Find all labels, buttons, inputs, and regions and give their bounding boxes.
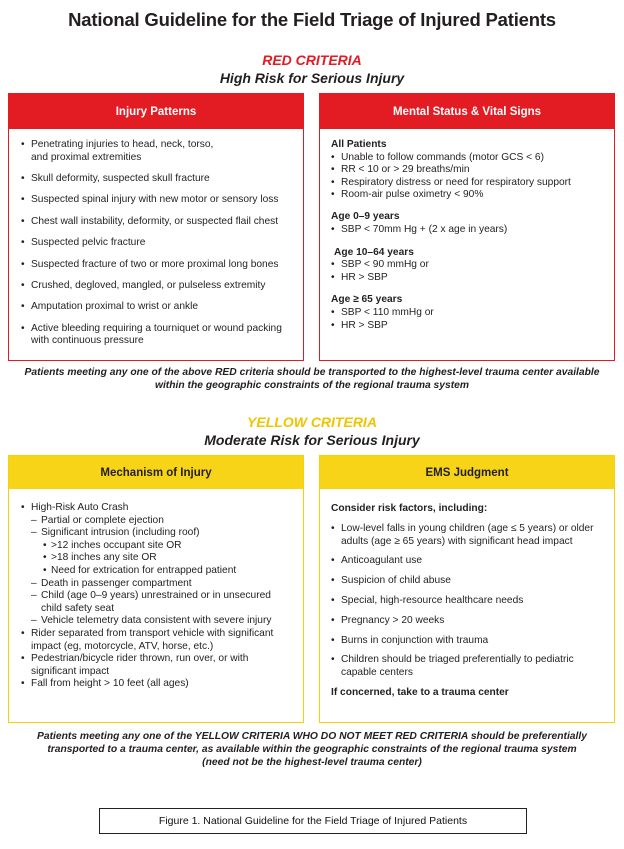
red-note-line: Patients meeting any one of the above RED criteria should be transported to the highest-level trauma center available [24, 367, 600, 378]
yellow-criteria-subheading: Moderate Risk for Serious Injury [204, 432, 420, 448]
injury-pattern-text: • Crushed, degloved, mangled, or pulseless extremity [31, 279, 266, 291]
ems-item [331, 615, 606, 628]
injury-pattern-text: • Suspected pelvic fracture [31, 237, 146, 249]
injury-pattern-text: • Skull deformity, suspected skull fracture [31, 172, 210, 184]
ems-item-text: • Children should be triaged preferentially to pediatric [341, 654, 574, 666]
vitals-group-label: Age 10–64 years [334, 246, 414, 258]
vitals-group [331, 139, 606, 202]
mental-vitals-box [319, 93, 615, 361]
figure-caption: Figure 1. National Guideline for the Field Triage of Injured Patients [99, 808, 527, 834]
mechanism-header: Mechanism of Injury [9, 456, 303, 489]
ems-item-text: • Special, high-resource healthcare needs [341, 595, 524, 607]
ems-item-text: • Burns in conjunction with trauma [341, 634, 489, 646]
vitals-group [331, 294, 606, 332]
injury-pattern-text: and proximal extremities [31, 151, 142, 163]
mechanism-line: • Rider separated from transport vehicle with significant [21, 628, 295, 641]
vitals-item: • Unable to follow commands (motor GCS < 6) [331, 152, 606, 165]
ems-item [331, 575, 606, 588]
red-criteria-note [0, 366, 624, 392]
mechanism-line: – Significant intrusion (including roof) [21, 527, 295, 540]
injury-pattern-text: • Amputation proximal to wrist or ankle [31, 301, 199, 313]
vitals-group-label: Age ≥ 65 years [331, 294, 403, 306]
injury-pattern-item [21, 173, 293, 186]
mechanism-line: – Child (age 0–9 years) unrestrained or in unsecured [21, 590, 295, 603]
mental-vitals-header: Mental Status & Vital Signs [320, 94, 614, 129]
injury-pattern-item [21, 301, 293, 314]
mechanism-line: – Death in passenger compartment [21, 578, 295, 591]
injury-pattern-item [21, 216, 293, 229]
mechanism-line: • >18 inches any site OR [21, 552, 295, 565]
injury-pattern-item [21, 139, 293, 164]
vitals-group-label: All Patients [331, 139, 387, 150]
vitals-item: • SBP < 110 mmHg or [331, 307, 606, 320]
red-criteria-subheading: High Risk for Serious Injury [219, 70, 405, 86]
mechanism-line: • Fall from height > 10 feet (all ages) [21, 678, 295, 691]
injury-pattern-item [21, 280, 293, 293]
injury-pattern-item [21, 194, 293, 207]
yellow-note-line: Patients meeting any one of the YELLOW CRITERIA WHO DO NOT MEET RED CRITERIA should be preferentially [37, 731, 587, 742]
ems-item-text: capable centers [341, 666, 413, 678]
injury-pattern-text: • Penetrating injuries to head, neck, torso, [31, 139, 214, 150]
yellow-criteria-note [0, 730, 624, 769]
mechanism-line: • >12 inches occupant site OR [21, 540, 295, 553]
ems-item-text: • Low-level falls in young children (age ≤ 5 years) or older [341, 523, 594, 535]
vitals-item: • SBP < 90 mmHg or [331, 259, 606, 272]
injury-pattern-text: • Suspected spinal injury with new motor or sensory loss [31, 194, 279, 206]
vitals-group [331, 211, 606, 236]
vitals-group [331, 247, 606, 285]
injury-pattern-item [21, 259, 293, 272]
mechanism-box [8, 455, 304, 723]
injury-pattern-item [21, 323, 293, 348]
ems-item-text: adults (age ≥ 65 years) with significant head impact [341, 535, 573, 547]
mental-vitals-content [320, 129, 614, 332]
ems-item [331, 595, 606, 608]
yellow-note-line: (need not be the highest-level trauma center) [202, 757, 422, 768]
mechanism-line: – Vehicle telemetry data consistent with severe injury [21, 615, 295, 628]
injury-pattern-text: • Chest wall instability, deformity, or suspected flail chest [31, 215, 279, 227]
vitals-item: • Respiratory distress or need for respiratory support [331, 177, 606, 190]
mechanism-line: child safety seat [41, 602, 115, 614]
mechanism-list [9, 489, 303, 691]
vitals-item: • RR < 10 or > 29 breaths/min [331, 164, 606, 177]
vitals-group-label: Age 0–9 years [331, 211, 400, 223]
vitals-item: • HR > SBP [331, 272, 606, 285]
ems-judgment-content [320, 489, 614, 699]
ems-item [331, 635, 606, 648]
ems-item [331, 654, 606, 679]
mechanism-line: • High-Risk Auto Crash [21, 502, 295, 515]
ems-item-text: • Suspicion of child abuse [341, 575, 451, 587]
vitals-item: • HR > SBP [331, 320, 606, 333]
injury-pattern-text: with continuous pressure [31, 335, 144, 347]
ems-item-text: • Anticoagulant use [341, 555, 422, 567]
yellow-criteria-heading: YELLOW CRITERIA [247, 414, 377, 430]
mechanism-line: impact (eg, motorcycle, ATV, horse, etc.) [31, 640, 214, 652]
ems-judgment-box [319, 455, 615, 723]
red-criteria-heading: RED CRITERIA [262, 52, 362, 68]
ems-item [331, 555, 606, 568]
ems-intro: Consider risk factors, including: [331, 503, 488, 514]
ems-item [331, 523, 606, 548]
injury-patterns-box [8, 93, 304, 361]
injury-patterns-header: Injury Patterns [9, 94, 303, 129]
ems-closing: If concerned, take to a trauma center [331, 686, 509, 698]
injury-patterns-list [9, 129, 303, 348]
vitals-item: • SBP < 70mm Hg + (2 x age in years) [331, 224, 606, 237]
mechanism-line: • Pedestrian/bicycle rider thrown, run over, or with [21, 653, 295, 666]
mechanism-line: • Need for extrication for entrapped patient [21, 565, 295, 578]
mechanism-line: significant impact [31, 665, 110, 677]
mechanism-line: – Partial or complete ejection [21, 515, 295, 528]
yellow-note-line: transported to a trauma center, as available within the geographic constraints of the regional trauma system [47, 744, 577, 755]
injury-pattern-text: • Active bleeding requiring a tourniquet or wound packing [31, 322, 282, 334]
ems-judgment-header: EMS Judgment [320, 456, 614, 489]
red-note-line: within the geographic constraints of the regional trauma system [154, 380, 470, 391]
ems-item-text: • Pregnancy > 20 weeks [341, 614, 445, 626]
injury-pattern-item [21, 237, 293, 250]
vitals-item: • Room-air pulse oximetry < 90% [331, 189, 606, 202]
document-title: National Guideline for the Field Triage of Injured Patients [68, 9, 556, 30]
injury-pattern-text: • Suspected fracture of two or more proximal long bones [31, 258, 279, 270]
